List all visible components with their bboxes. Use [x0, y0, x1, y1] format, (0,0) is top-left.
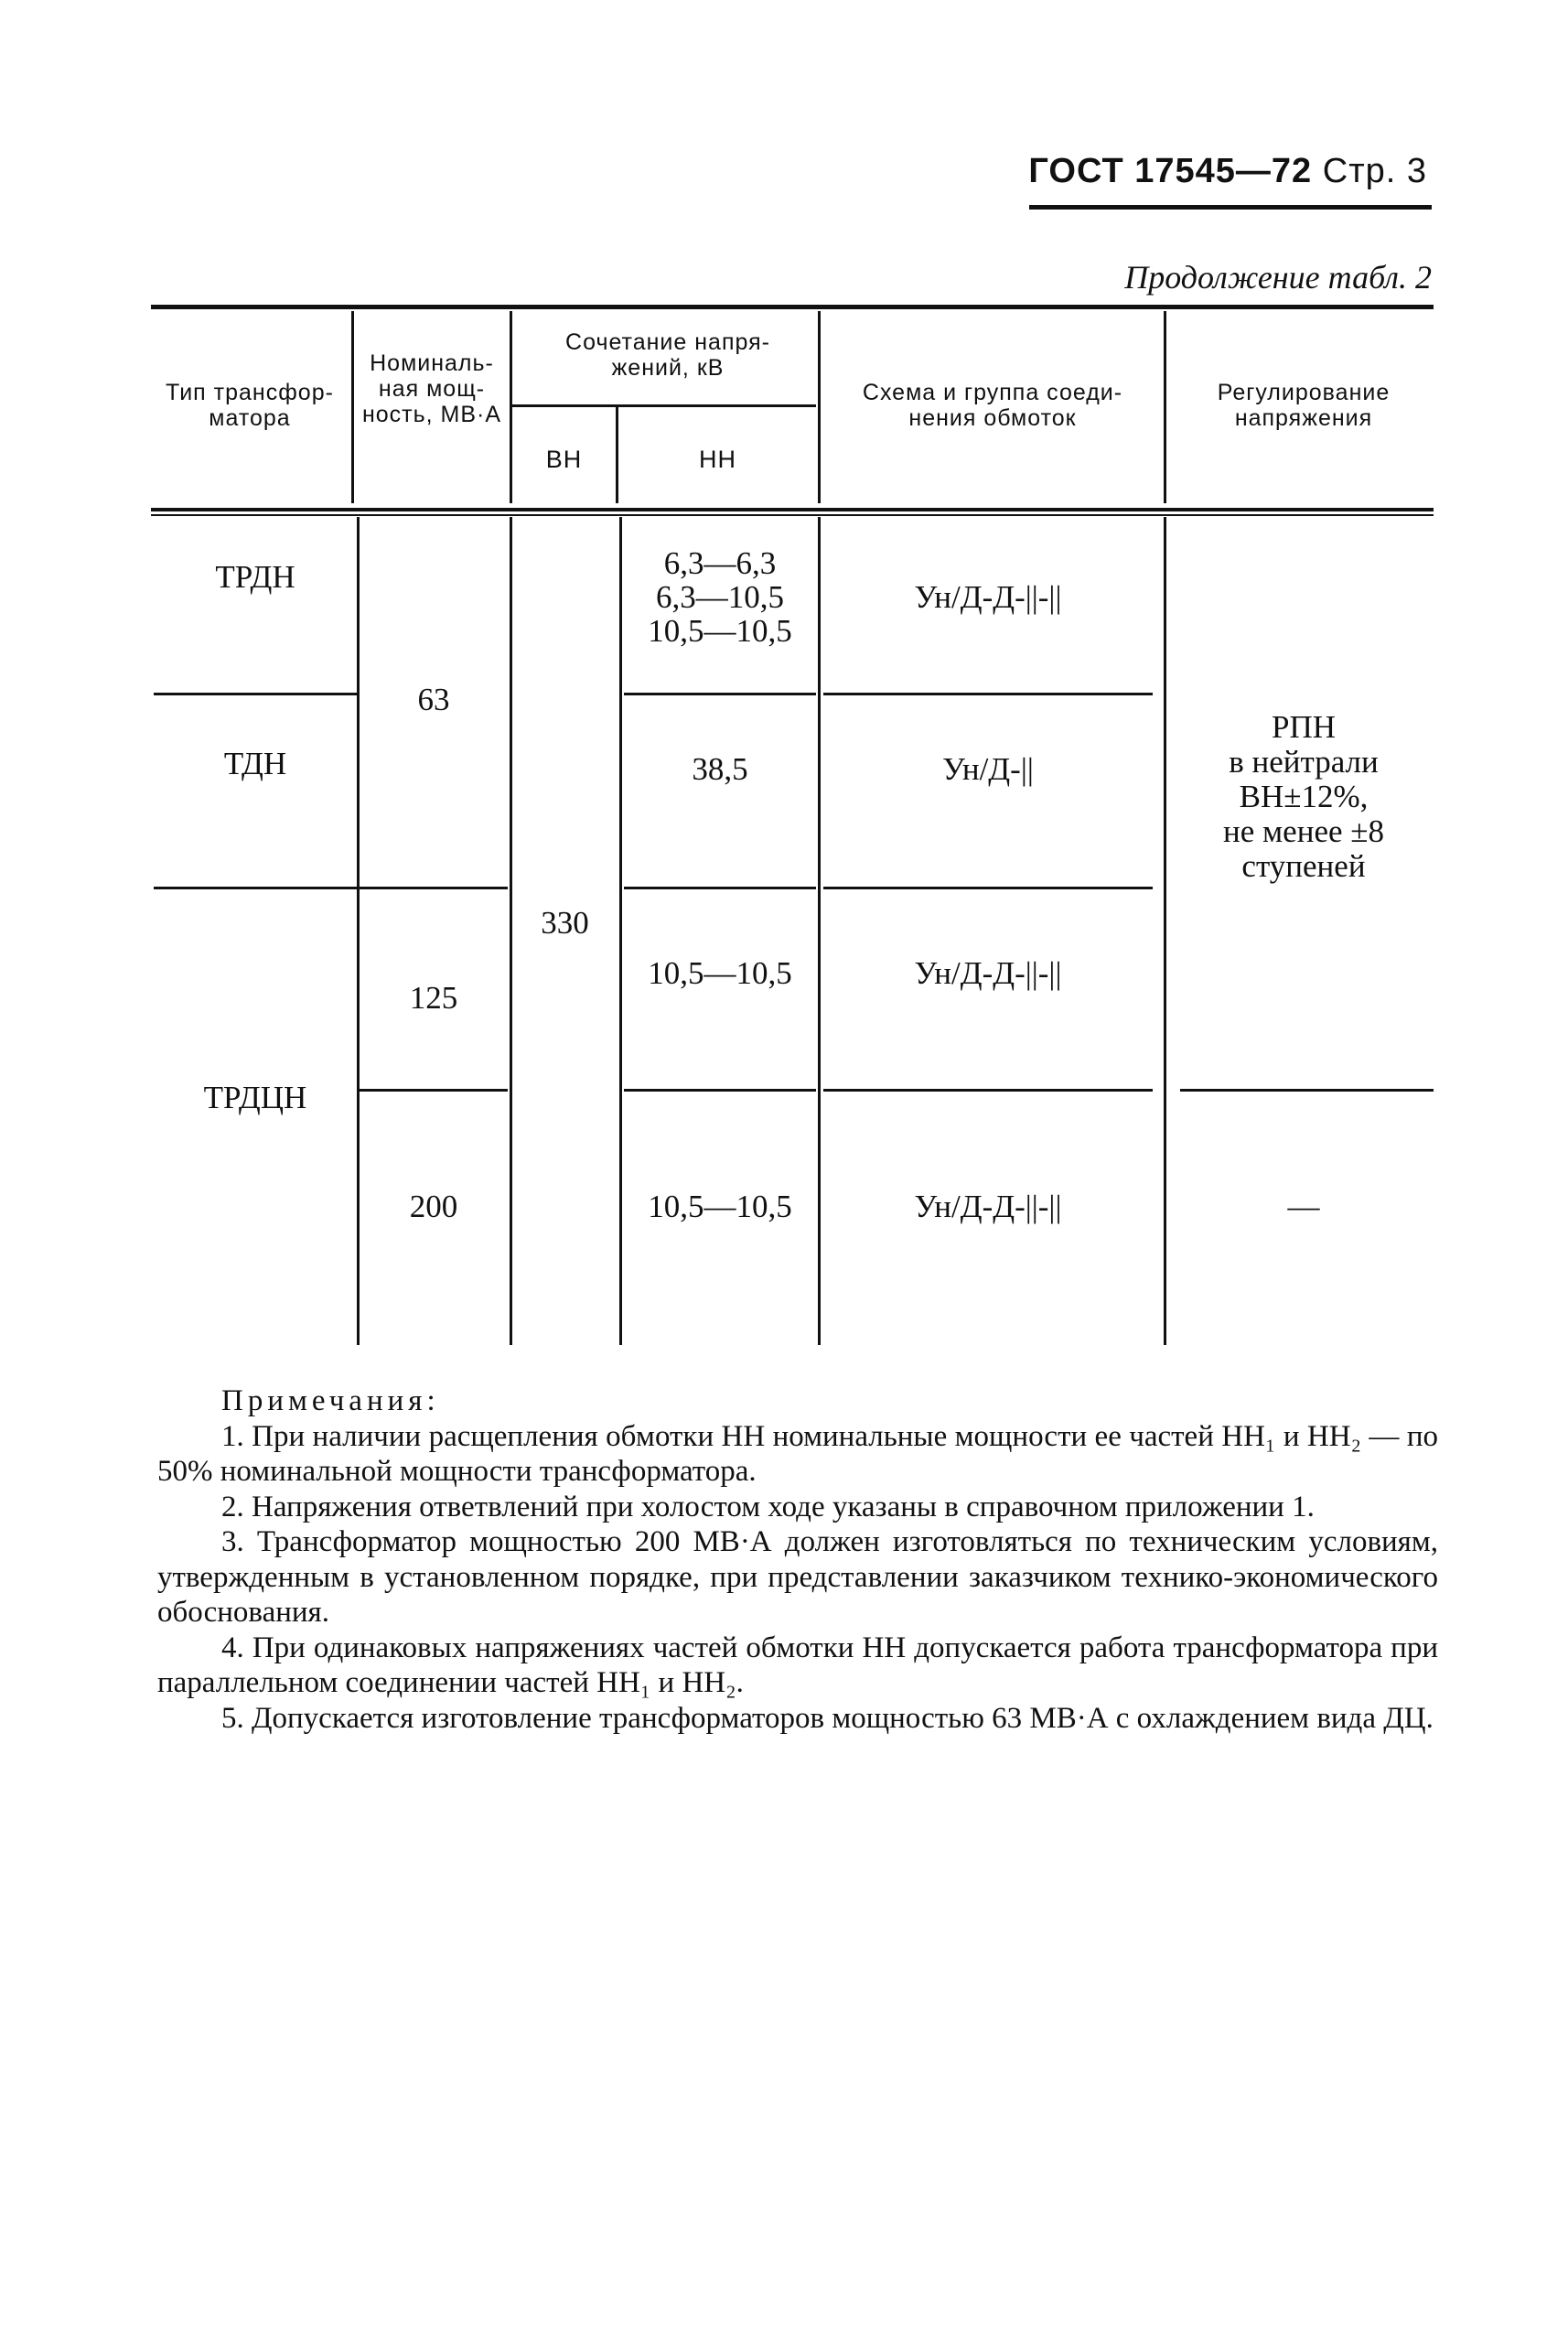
note-1: 1. При наличии расщепления обмотки НН номинальные мощности ее частей НН₁ и НН₂ — по 50% номинальной мощности трансформатора. [157, 1419, 1438, 1488]
regulation-line-5: ступеней [1241, 848, 1366, 884]
type-trdcn: ТРДЦН [203, 1080, 307, 1115]
standard-number: ГОСТ 17545—72 [1028, 152, 1313, 190]
col-rule-4 [818, 311, 821, 503]
header-scheme: Схема и группа соеди-нения обмоток [862, 380, 1123, 431]
nn-row-3: 10,5—10,5 [648, 955, 792, 991]
scheme-row-4: Ун/Д-Д-||-|| [914, 1189, 1062, 1224]
scheme-row-3: Ун/Д-Д-||-|| [914, 955, 1062, 991]
page-number: Стр. 3 [1322, 152, 1427, 190]
col-rule-5 [1164, 311, 1166, 503]
header-power: Номиналь-ная мощ-ность, МВ·А [361, 350, 502, 427]
notes-title: Примечания: [221, 1384, 440, 1417]
col-rule-5b [1164, 517, 1166, 1345]
regulation-line-3: ВН±12%, [1239, 779, 1369, 814]
col-rule-1 [351, 311, 354, 503]
nn-row-2: 38,5 [692, 751, 748, 787]
type-tdn: ТДН [223, 746, 287, 781]
note-3: 3. Трансформатор мощностью 200 МВ·А должен изготовляться по техническим условиям, утвержденным в установленном порядке, при представлении заказчиком технико-экономического обоснования. [157, 1525, 1438, 1629]
row-rule-nn-1 [624, 693, 816, 695]
header-bottom-rule [151, 508, 1434, 511]
header-vn: ВН [545, 446, 583, 473]
vn-330: 330 [541, 905, 589, 941]
col-rule-4b [818, 517, 821, 1345]
row-rule-scheme-3 [823, 1089, 1153, 1092]
row-rule-type-2 [154, 887, 357, 889]
row-rule-power-3 [360, 1089, 508, 1092]
header-nn: НН [699, 446, 736, 473]
regulation-dash: — [1287, 1189, 1320, 1224]
power-63: 63 [417, 682, 450, 717]
row-rule-scheme-2 [823, 887, 1153, 889]
scheme-row-2: Ун/Д-|| [942, 751, 1034, 787]
notes [157, 1383, 1438, 1736]
power-200: 200 [409, 1189, 458, 1224]
row-rule-regulation-3 [1180, 1089, 1434, 1092]
row-rule [151, 514, 1434, 516]
header-rule [1029, 205, 1432, 210]
type-trdn: ТРДН [215, 559, 295, 595]
header-voltage-group: Сочетание напря-жений, кВ [565, 329, 770, 381]
regulation-line-1: РПН [1271, 709, 1337, 745]
regulation-line-4: не менее ±8 [1223, 813, 1384, 849]
note-4: 4. При одинаковых напряжениях частей обмотки НН допускается работа трансформатора при параллельном соединении частей НН₁ и НН₂. [157, 1631, 1438, 1699]
row-rule-power-2 [360, 887, 508, 889]
table-top-rule [151, 305, 1434, 309]
table-continuation-label: Продолжение табл. 2 [1124, 259, 1432, 296]
col-rule-3 [616, 407, 618, 503]
header-regulation: Регулирование напряжения [1217, 380, 1391, 431]
row-rule-nn-3 [624, 1089, 816, 1092]
header-type: Тип трансфор-матора [166, 380, 334, 431]
scheme-row-1: Ун/Д-Д-||-|| [914, 579, 1062, 615]
header-sub-rule [512, 404, 816, 407]
col-rule-2 [510, 311, 512, 503]
row-rule-scheme-1 [823, 693, 1153, 695]
note-2: 2. Напряжения ответвлений при холостом ходе указаны в справочном приложении 1. [221, 1490, 1315, 1523]
power-125: 125 [409, 980, 458, 1016]
col-rule-3b [619, 517, 622, 1345]
note-5: 5. Допускается изготовление трансформаторов мощностью 63 МВ·А с охлаждением вида ДЦ. [221, 1701, 1434, 1735]
nn-row-1-line-2: 6,3—10,5 [656, 579, 784, 615]
row-rule-nn-2 [624, 887, 816, 889]
nn-row-1-line-1: 6,3—6,3 [663, 545, 777, 581]
page-header [1025, 152, 1427, 191]
nn-row-4: 10,5—10,5 [648, 1189, 792, 1224]
row-rule-type-1 [154, 693, 357, 695]
nn-row-1-line-3: 10,5—10,5 [648, 613, 792, 649]
regulation-line-2: в нейтрали [1229, 744, 1379, 780]
